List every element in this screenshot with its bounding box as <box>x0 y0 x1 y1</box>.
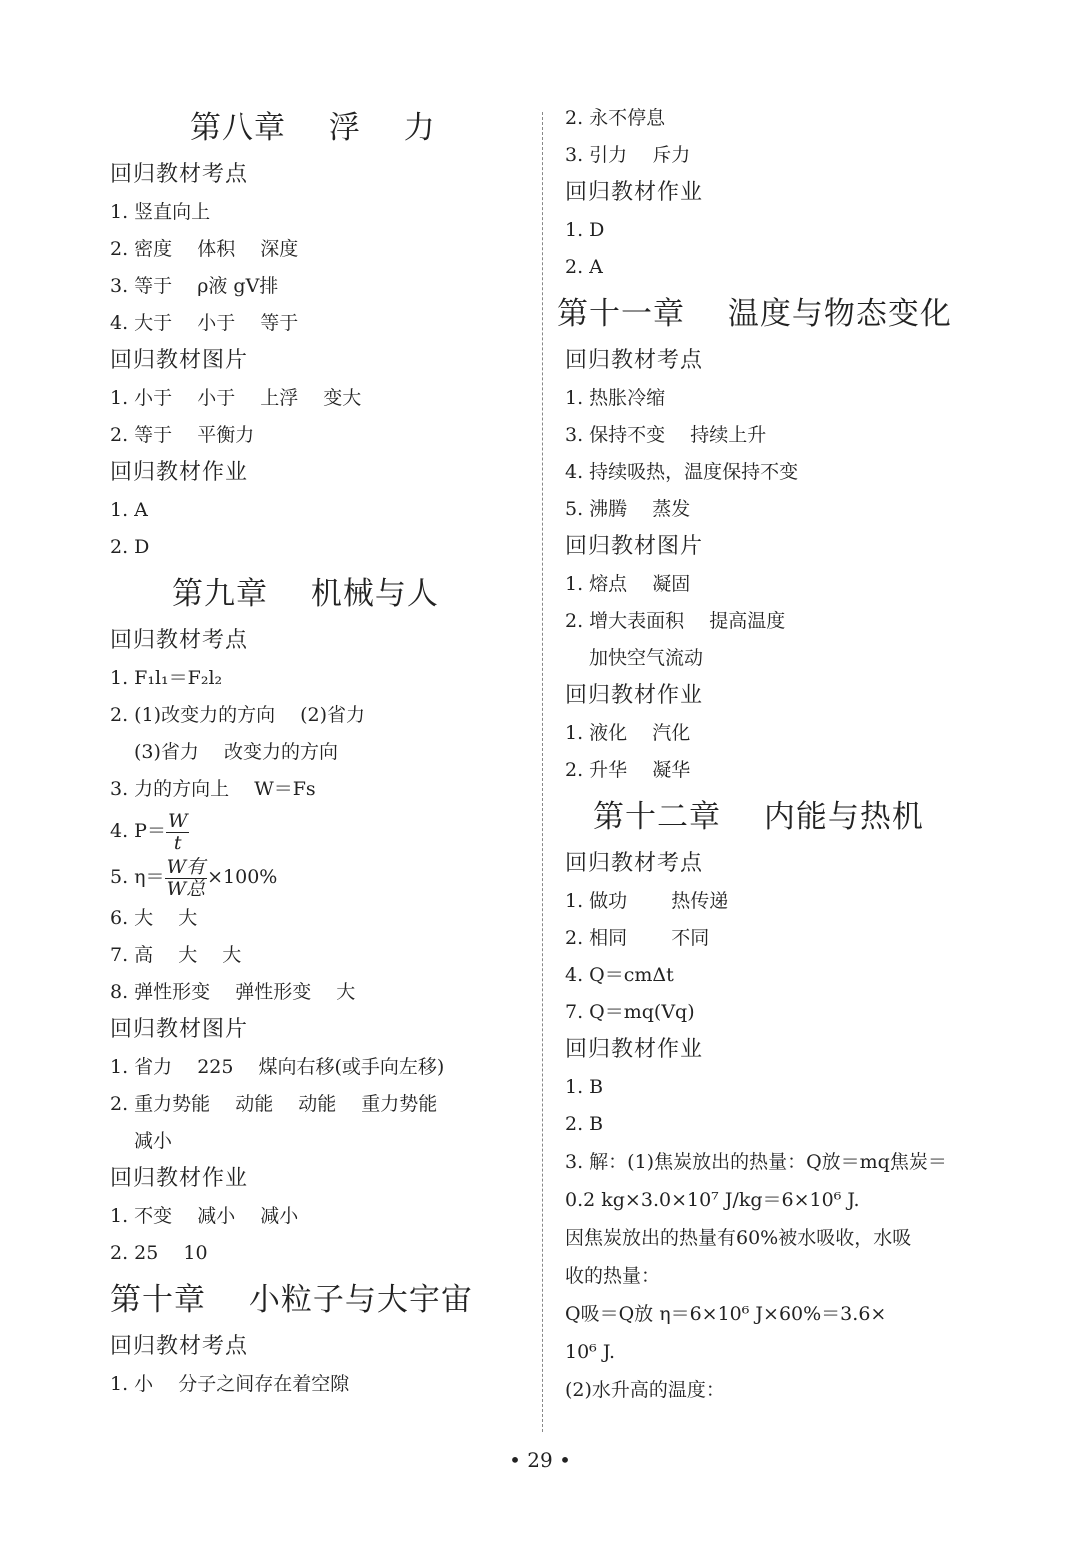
ch12-answer-line-2: 0.2 kg×3.0×10⁷ J/kg＝6×10⁶ J. <box>565 1189 860 1211</box>
ch8-section-pictures: 回归教材图片 <box>110 348 249 373</box>
ch8-point-4: 4. 大于 小于 等于 <box>110 312 299 334</box>
chapter-8-title: 第八章 浮 力 <box>190 110 436 146</box>
ch11-section-pictures: 回归教材图片 <box>565 534 704 559</box>
ch9-point-5-suffix: ×100% <box>207 866 278 888</box>
efficiency-numerator: W有 <box>166 855 206 878</box>
chapter-11-title: 第十一章 温度与物态变化 <box>557 296 952 332</box>
chapter-12-title: 第十二章 内能与热机 <box>593 799 924 835</box>
left-column <box>110 100 525 1403</box>
efficiency-denominator: W总 <box>166 877 206 900</box>
ch9-point-5 <box>110 854 525 900</box>
ch9-section-pictures: 回归教材图片 <box>110 1017 249 1042</box>
ch11-picture-2: 2. 增大表面积 提高温度 <box>565 610 786 632</box>
ch11-picture-1: 1. 熔点 凝固 <box>565 573 691 595</box>
ch9-point-1: 1. F₁l₁＝F₂l₂ <box>110 667 223 689</box>
ch8-homework-1: 1. A <box>110 499 148 521</box>
ch10-section-points: 回归教材考点 <box>110 1334 249 1359</box>
ch8-homework-2: 2. D <box>110 536 150 558</box>
right-column <box>557 100 985 1409</box>
ch9-point-2-cont: (3)省力 改变力的方向 <box>134 741 338 763</box>
ch11-homework-2: 2. 升华 凝华 <box>565 759 691 781</box>
ch9-point-4-prefix: 4. P＝ <box>110 820 166 842</box>
ch9-point-3: 3. 力的方向上 W＝Fs <box>110 778 316 800</box>
ch11-point-1: 1. 热胀冷缩 <box>565 387 666 409</box>
ch12-answer-line-7: (2)水升高的温度： <box>565 1379 725 1401</box>
ch9-point-5-prefix: 5. η＝ <box>110 866 165 888</box>
ch10-point-3: 3. 引力 斥力 <box>565 144 691 166</box>
ch8-point-3: 3. 等于 ρ液 gV排 <box>110 275 279 297</box>
ch9-section-homework: 回归教材作业 <box>110 1166 249 1191</box>
ch12-homework-2: 2. B <box>565 1113 604 1135</box>
ch10-point-2: 2. 永不停息 <box>565 107 666 129</box>
ch10-homework-1: 1. D <box>565 219 605 241</box>
power-denominator: t <box>173 831 182 854</box>
ch9-point-4 <box>110 808 525 854</box>
ch8-section-points: 回归教材考点 <box>110 162 249 187</box>
ch8-picture-2: 2. 等于 平衡力 <box>110 424 255 446</box>
ch12-answer-line-4: 收的热量： <box>565 1265 661 1287</box>
ch9-picture-2-cont: 减小 <box>134 1130 173 1152</box>
power-numerator: W <box>167 809 188 832</box>
ch8-section-homework: 回归教材作业 <box>110 460 249 485</box>
ch12-answer-line-1: 3. 解：(1)焦炭放出的热量：Q放＝mq焦炭＝ <box>565 1151 947 1173</box>
ch12-point-2: 2. 相同 不同 <box>565 927 710 949</box>
ch9-picture-1: 1. 省力 225 煤向右移(或手向左移) <box>110 1056 445 1078</box>
column-divider <box>542 112 543 1432</box>
ch12-section-points: 回归教材考点 <box>565 851 704 876</box>
ch12-answer-line-6: 10⁶ J. <box>565 1341 616 1363</box>
ch11-point-5: 5. 沸腾 蒸发 <box>565 498 691 520</box>
ch8-point-1: 1. 竖直向上 <box>110 201 211 223</box>
ch12-point-4: 4. Q＝cmΔt <box>565 964 674 986</box>
ch9-section-points: 回归教材考点 <box>110 628 249 653</box>
ch8-point-2: 2. 密度 体积 深度 <box>110 238 299 260</box>
ch8-picture-1: 1. 小于 小于 上浮 变大 <box>110 387 362 409</box>
chapter-10-title: 第十章 小粒子与大宇宙 <box>110 1282 473 1318</box>
chapter-9-title: 第九章 机械与人 <box>172 576 439 612</box>
ch10-section-homework: 回归教材作业 <box>565 180 704 205</box>
ch12-point-7: 7. Q＝mq(Vq) <box>565 1001 695 1023</box>
ch9-picture-2: 2. 重力势能 动能 动能 重力势能 <box>110 1093 438 1115</box>
ch11-point-3: 3. 保持不变 持续上升 <box>565 424 767 446</box>
ch9-point-2: 2. (1)改变力的方向 (2)省力 <box>110 704 366 726</box>
ch12-answer-line-5: Q吸＝Q放 η＝6×10⁶ J×60%＝3.6× <box>565 1303 887 1325</box>
ch12-answer-line-3: 因焦炭放出的热量有60%被水吸收，水吸 <box>565 1227 912 1249</box>
ch9-homework-2: 2. 25 10 <box>110 1242 208 1264</box>
ch9-homework-1: 1. 不变 减小 减小 <box>110 1205 299 1227</box>
power-fraction <box>166 811 190 854</box>
ch11-point-4: 4. 持续吸热，温度保持不变 <box>565 461 799 483</box>
ch11-homework-1: 1. 液化 汽化 <box>565 722 691 744</box>
page-number: • 29 • <box>509 1448 571 1472</box>
ch11-picture-2-cont: 加快空气流动 <box>589 647 704 669</box>
ch10-point-1: 1. 小 分子之间存在着空隙 <box>110 1373 350 1395</box>
ch12-homework-1: 1. B <box>565 1076 604 1098</box>
ch11-section-homework: 回归教材作业 <box>565 683 704 708</box>
efficiency-fraction <box>165 857 208 900</box>
ch12-section-homework: 回归教材作业 <box>565 1037 704 1062</box>
ch10-homework-2: 2. A <box>565 256 603 278</box>
ch9-point-7: 7. 高 大 大 <box>110 944 242 966</box>
ch9-point-6: 6. 大 大 <box>110 907 198 929</box>
ch12-point-1: 1. 做功 热传递 <box>565 890 729 912</box>
ch9-point-8: 8. 弹性形变 弹性形变 大 <box>110 981 356 1003</box>
ch11-section-points: 回归教材考点 <box>565 348 704 373</box>
